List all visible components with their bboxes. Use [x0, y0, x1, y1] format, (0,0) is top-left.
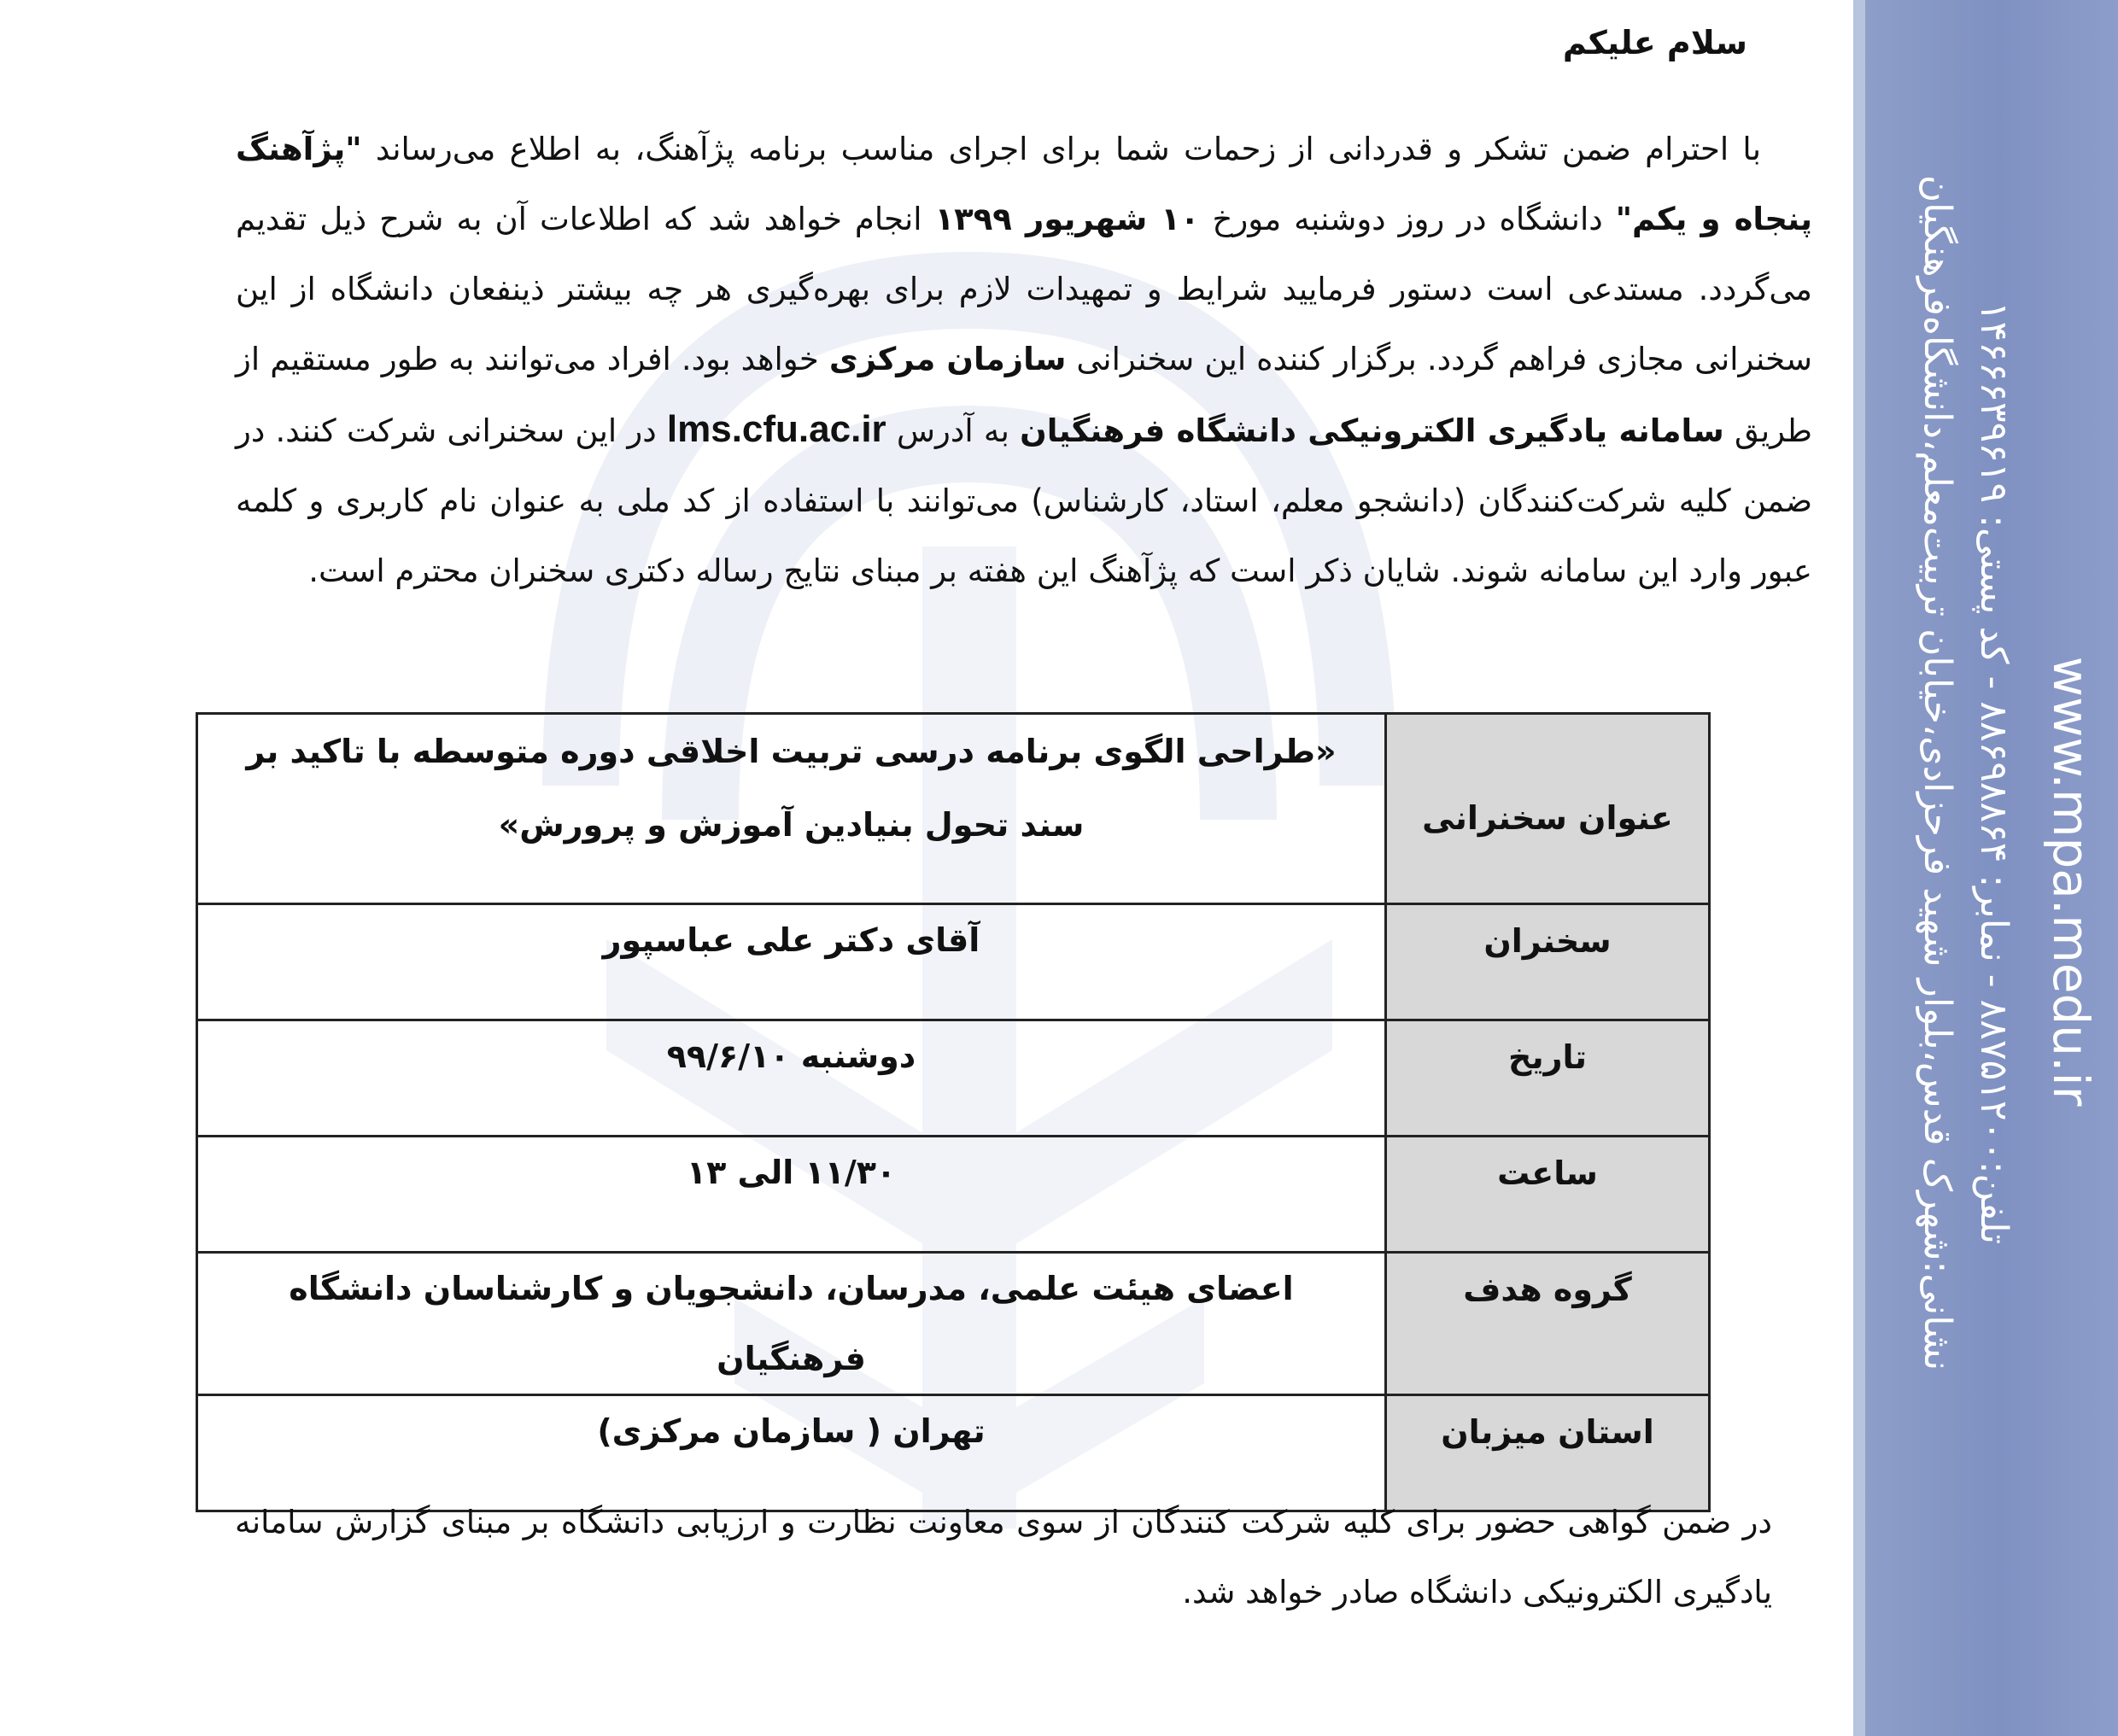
- side-band-edge: [1853, 0, 1865, 1736]
- side-address-text: نشانی:شهرک قدس،بلوار شهید فرحزادی،خیابان تربیت‌معلم،دانشگاه‌فرهنگیان: [1916, 174, 1959, 1371]
- time-value: ۱۱/۳۰ الی ۱۳: [197, 1137, 1386, 1253]
- row-label: عنوان سخنرانی: [1386, 714, 1710, 904]
- program-date: ۱۰ شهریور ۱۳۹۹: [934, 201, 1200, 237]
- target-group-value: اعضای هیئت علمی، مدرسان، دانشجویان و کارشناسان دانشگاه فرهنگیان: [197, 1253, 1386, 1395]
- greeting: سلام علیکم: [1562, 24, 1747, 61]
- row-label: سخنران: [1386, 904, 1710, 1020]
- lecture-title-value: «طراحی الگوی برنامه درسی تربیت اخلاقی دوره متوسطه با تاکید بر سند تحول بنیادین آموزش و پرورش»: [197, 714, 1386, 904]
- row-label: تاریخ: [1386, 1020, 1710, 1137]
- speaker-value: آقای دکتر علی عباسپور: [197, 904, 1386, 1020]
- side-phone-text: تلفن:۸۸۷۵۱۲۰۰ - نمابر: ۸۸۶۹۸۸۶۴ - کد پستی: ۱۴۶۶۶۳۹۶۱۹: [1972, 301, 2016, 1245]
- row-label: ساعت: [1386, 1137, 1710, 1253]
- side-website-text: www.mpa.medu.ir: [2042, 656, 2100, 1107]
- lms-system-name: سامانه یادگیری الکترونیکی دانشگاه فرهنگیان: [1020, 412, 1724, 449]
- intro-segment: انجام خواهد شد که اطلاعات آن به شرح ذیل تقدیم می‌گردد. مستدعی است دستور فرمایید شرایط و تمهیدات لازم برای بهره‌گیری هر چه بیشتر ذینفعان دانشگاه از این سخنرانی مجازی فراهم گردد. برگزار کننده این سخنرانی: [236, 201, 1813, 377]
- organizer-name: سازمان مرکزی: [828, 341, 1067, 377]
- intro-segment: با احترام ضمن تشکر و قدردانی از زحمات شما برای اجرای مناسب برنامه پژآهنگ، به اطلاع می‌رساند: [361, 131, 1761, 167]
- table-row: [197, 904, 1710, 1020]
- intro-segment: در این سخنرانی شرکت کنند. در ضمن کلیه شرکت‌کنندگان (دانشجو معلم، استاد، کارشناس) می‌توانند با استفاده از کد ملی به عنوان نام کاربری و کلمه عبور وارد این سامانه شوند. شایان ذکر است که پژآهنگ این هفته بر مبنای نتایج رساله دکتری سخنران محترم است.: [236, 412, 1812, 589]
- table-row: [197, 714, 1710, 904]
- lms-address-link[interactable]: lms.cfu.ac.ir: [666, 408, 886, 450]
- row-label: استان میزبان: [1386, 1395, 1710, 1511]
- date-value: دوشنبه ۹۹/۶/۱۰: [197, 1020, 1386, 1137]
- table-row: [197, 1253, 1710, 1395]
- table-row: [197, 1020, 1710, 1137]
- intro-segment: دانشگاه در روز دوشنبه مورخ: [1199, 201, 1616, 237]
- intro-segment: به آدرس: [886, 412, 1021, 449]
- program-name: "پژآهنگ پنجاه و یکم": [236, 131, 1812, 237]
- table-row: [197, 1137, 1710, 1253]
- closing-paragraph: در ضمن گواهی حضور برای کلیه شرکت کنندگان از سوی معاونت نظارت و ارزیابی دانشگاه بر مبنای گزارش سامانه یادگیری الکترونیکی دانشگاه صادر خواهد شد.: [235, 1504, 1772, 1610]
- row-label: گروه هدف: [1386, 1253, 1710, 1395]
- intro-segment: خواهد بود. افراد می‌توانند به طور مستقیم از طریق: [236, 341, 1812, 449]
- lecture-info-table: [196, 712, 1711, 1512]
- host-province-value: تهران ( سازمان مرکزی): [197, 1395, 1386, 1511]
- intro-paragraph: [236, 114, 1812, 606]
